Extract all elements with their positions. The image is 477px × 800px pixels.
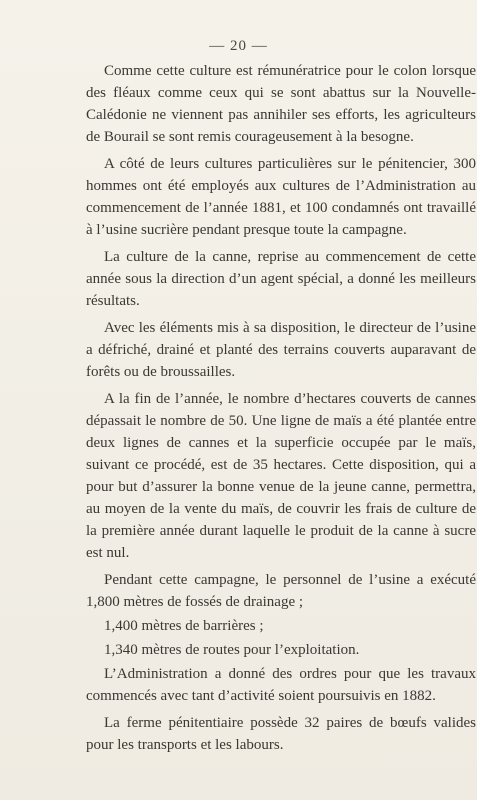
paragraph-barrieres: 1,400 mètres de barrières ; bbox=[104, 618, 264, 634]
page-number: — 20 — bbox=[209, 38, 268, 54]
paragraph-ferme-penitentiaire: La ferme pénitentiaire possède 32 paires de bœufs valides pour les transports et les labours. bbox=[86, 715, 476, 753]
body-text bbox=[86, 60, 476, 761]
paragraph-culture-canne: La culture de la canne, reprise au commencement de cette année sous la direction d’un agent spécial, a donné les meilleurs résultats. bbox=[86, 249, 476, 309]
paragraph-fin-annee: A la fin de l’année, le nombre d’hectares couverts de cannes dépassait le nombre de 50. Une ligne de maïs a été plantée entre deux lignes de cannes et la superficie occupée par le maïs, suivant ce procédé, est de 35 hectares. Cette disposition, qui a pour but d’assurer la bonne venue de la jeune canne, permettra, au moyen de la vente du maïs, de couvrir les frais de culture de la première année durant laquelle le produit de la canne à sucre est nul. bbox=[86, 391, 476, 561]
paragraph-routes: 1,340 mètres de routes pour l’exploitation. bbox=[104, 642, 360, 658]
paragraph-elements-disposition: Avec les éléments mis à sa disposition, le directeur de l’usine a défriché, drainé et planté des terrains couverts auparavant de forêts ou de broussailles. bbox=[86, 320, 476, 380]
paragraph-culture-remuneratrice: Comme cette culture est rémunératrice pour le colon lorsque des fléaux comme ceux qui se sont abattus sur la Nouvelle-Calédonie ne viennent pas annihiler ses efforts, les agriculteurs de Bourail se sont remis courageusement à la besogne. bbox=[86, 63, 476, 145]
paragraph-administration-ordres: L’Administration a donné des ordres pour que les travaux commencés avec tant d’activité soient poursuivis en 1882. bbox=[86, 666, 476, 704]
paragraph-personnel-usine: Pendant cette campagne, le personnel de l’usine a exécuté 1,800 mètres de fossés de drainage ; bbox=[86, 572, 476, 610]
paragraph-cultures-administration: A côté de leurs cultures particulières sur le pénitencier, 300 hommes ont été employés aux cultures de l’Administration au commencement de l’année 1881, et 100 condamnés ont travaillé à l’usine sucrière pendant presque toute la campagne. bbox=[86, 156, 476, 238]
